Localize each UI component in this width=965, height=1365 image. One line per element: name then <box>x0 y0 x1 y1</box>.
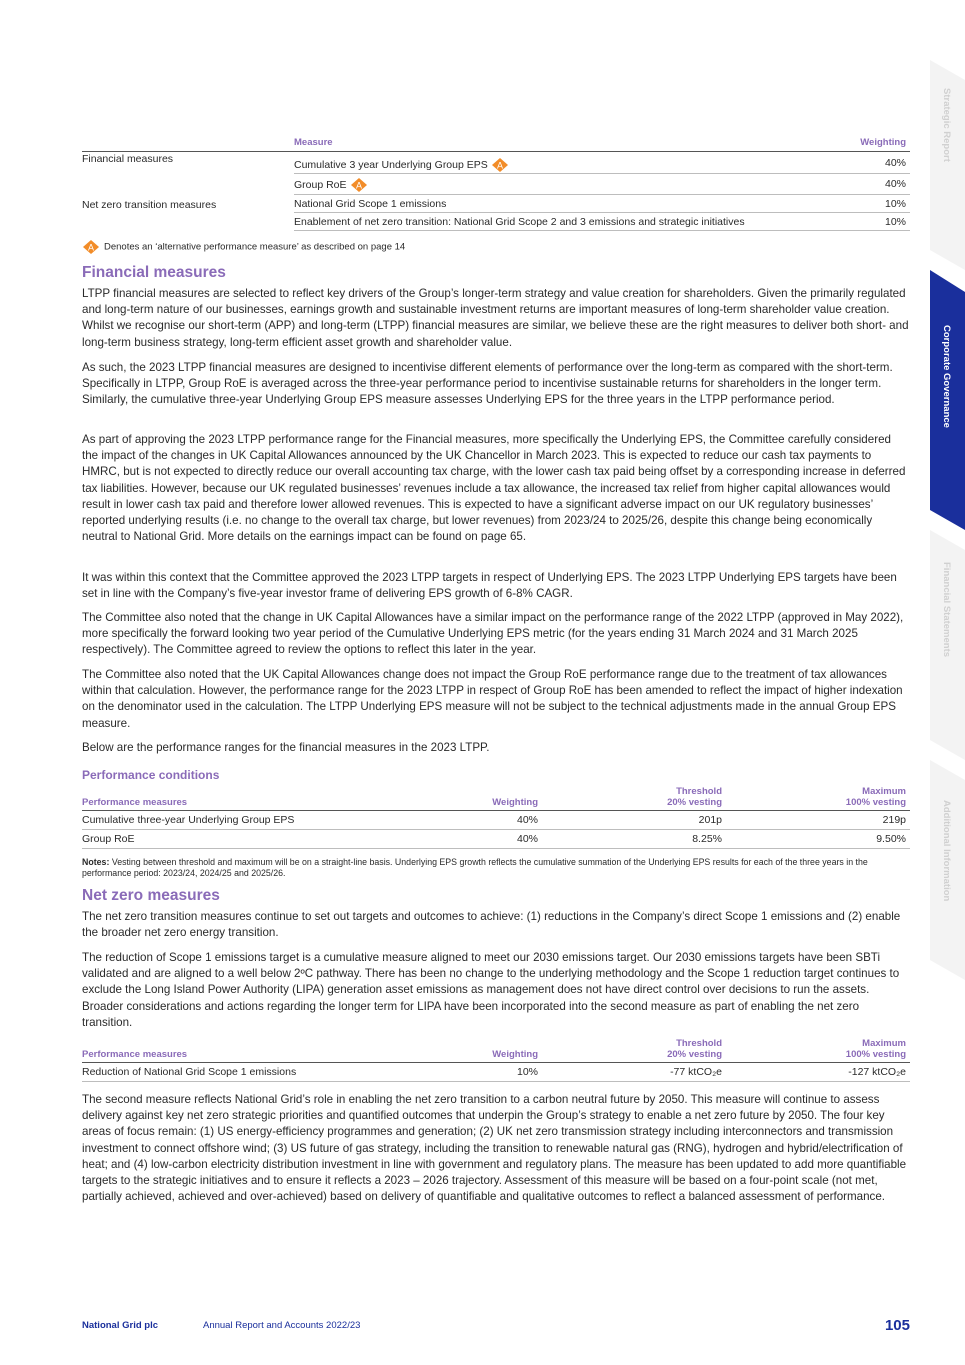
cell-weighting: 40% <box>516 833 538 845</box>
measure-roe: Group RoE A <box>294 178 367 192</box>
weighting-scope1: 10% <box>884 198 906 210</box>
cell-measure: Reduction of National Grid Scope 1 emissions <box>82 1066 297 1078</box>
table-row <box>294 152 910 174</box>
group-label-net-zero: Net zero transition measures <box>82 199 217 211</box>
cell-threshold: -77 ktCO₂e <box>670 1066 722 1078</box>
weighting-eps: 40% <box>884 157 906 169</box>
measure-enablement: Enablement of net zero transition: National Grid Scope 2 and 3 emissions and strategic initiatives <box>294 216 745 228</box>
paragraph: It was within this context that the Committee approved the 2023 LTPP targets in respect of Underlying EPS. The 2023 LTPP Underlying EPS targets have been set in line with the Company’s five-year investor frame of delivering EPS growth of 6-8% CAGR. <box>82 571 897 601</box>
group-label-financial: Financial measures <box>82 153 174 165</box>
cell-measure: Cumulative three-year Underlying Group EPS <box>82 814 295 826</box>
performance-conditions-table <box>82 786 910 849</box>
cell-weighting: 10% <box>516 1066 538 1078</box>
footer-company: National Grid plc <box>82 1320 159 1331</box>
col-header-weighting: Weighting <box>492 797 538 808</box>
cell-maximum: -127 ktCO₂e <box>848 1066 906 1078</box>
svg-text:A: A <box>87 242 95 253</box>
paragraph: The second measure reflects National Grid’s role in enabling the net zero transition to a carbon neutral future by 2050. This measure will continue to assess delivery against key net zero strategic priorities and quantified outcomes that underpin the Group’s strategy to enable a net zero future by 2050. The four key areas of focus remain: (1) US energy-efficiency programmes and generation; (2) UK net zero transmission strategy including interconnectors and transmission investment to connect offshore wind; (3) US future of gas strategy, including the transition to renewable natural gas (RNG), hydrogen and hybrid/electrification of heat; and (4) low-carbon electricity distribution investment in line with government and regulatory plans. The measure has been updated to add more quantifiable targets to the strategic initiatives and to ensure it reflects a 2023 – 2026 trajectory. Assessment of this measure will be based on a four-point scale (not met, partially achieved, achieved and over-achieved) based on delivery of quantifiable and qualitative outcomes to reflect a balanced assessment of performance. <box>82 1093 907 1204</box>
col-header-measure: Performance measures <box>82 1049 188 1060</box>
col-header-threshold: Threshold 20% vesting <box>667 786 722 808</box>
table-header-row <box>82 786 910 811</box>
cell-threshold: 201p <box>698 814 722 826</box>
table-row <box>294 212 910 231</box>
paragraph: The reduction of Scope 1 emissions target is a cumulative measure aligned to meet our 2030 emissions target. Our 2030 emissions targets have been SBTi validated and are aligned to a well below 2ºC pathway. There has been no change to the underlying methodology and the Scope 1 reduction target continues to exclude the Long Island Power Authority (LIPA) generation asset emissions as management does not have direct control over decisions to run the assets. Broader considerations and actions regarding the longer term for LIPA have been incorporated into the second measure as part of enabling the net zero transition. <box>82 951 900 1029</box>
weighting-header: Weighting <box>860 137 906 148</box>
weighting-table-header <box>82 137 910 152</box>
subheading-performance-conditions: Performance conditions <box>82 768 220 782</box>
page-number: 105 <box>884 1317 910 1334</box>
weighting-enablement: 10% <box>884 216 906 228</box>
table-row <box>294 194 910 213</box>
section-heading-financial: Financial measures <box>82 264 226 281</box>
net-zero-table <box>82 1038 910 1082</box>
section-heading-net-zero: Net zero measures <box>82 887 220 904</box>
apm-badge-icon <box>492 158 508 172</box>
table-row <box>82 1063 910 1082</box>
paragraph: As such, the 2023 LTPP financial measures are designed to incentivise different elements of performance over the long-term as compared with the short-term. Specifically in LTPP, Group RoE is averaged across the three-year performance period to incentivise sustainable returns for shareholders in the longer term. Similarly, the cumulative three-year Underlying Group EPS measure assesses Underlying EPS for the three years in the LTPP performance period. <box>82 361 893 407</box>
col-header-weighting: Weighting <box>492 1049 538 1060</box>
paragraph: Below are the performance ranges for the financial measures in the 2023 LTPP. <box>82 741 490 754</box>
measure-scope1: National Grid Scope 1 emissions <box>294 198 447 210</box>
paragraph: As part of approving the 2023 LTPP performance range for the Financial measures, more specifically the Underlying EPS, the Committee carefully considered the impact of the changes in UK Capital Allowances announced by the UK Chancellor in March 2023. This is expected to reduce our cash tax payments to HMRC, but is not expected to directly reduce our overall accounting tax charge, with the lower cash tax paid being offset by a corresponding increase in deferred tax liabilities. However, because our UK regulated businesses’ revenues include a tax allowance, the increased tax relief from higher capital allowances would result in lower cash tax paid and therefore lower allowed revenues. This is expected to have a significant adverse impact on our UK regulatory businesses’ reported underlying results (i.e. no change to the overall tax charge, but lower revenues) from 2023/24 to 2025/26, despite this change being economically neutral to National Grid. More details on the earnings impact can be found on page 65. <box>82 433 906 544</box>
side-tab-additional-information[interactable]: Additional Information <box>941 800 952 902</box>
apm-badge-icon <box>351 178 367 192</box>
measure-eps: Cumulative 3 year Underlying Group EPS A <box>294 158 508 172</box>
svg-text:A: A <box>496 160 503 171</box>
weighting-roe: 40% <box>884 178 906 190</box>
side-navigation <box>930 0 965 1365</box>
col-header-threshold: Threshold 20% vesting <box>667 1038 722 1060</box>
col-header-maximum: Maximum 100% vesting <box>845 786 906 808</box>
apm-badge-icon <box>82 240 100 254</box>
cell-weighting: 40% <box>516 814 538 826</box>
table-header-row <box>82 1038 910 1063</box>
col-header-maximum: Maximum 100% vesting <box>845 1038 906 1060</box>
paragraph: The Committee also noted that the UK Capital Allowances change does not impact the Group RoE performance range due to the treatment of tax allowances within that calculation. However, the performance range for the 2023 LTPP in respect of Group RoE has been amended to reflect the impact of higher indexation on the denominator used in the calculation. The LTPP Underlying EPS measure will not be subject to the technical adjustments made in the annual Group EPS measure. <box>82 668 903 730</box>
cell-maximum: 219p <box>882 814 906 826</box>
weighting-table <box>82 137 910 228</box>
apm-footnote: A Denotes an ‘alternative performance measure’ as described on page 14 <box>82 240 405 254</box>
footer-report-title: Annual Report and Accounts 2022/23 <box>203 1320 361 1331</box>
side-tab-strategic-report[interactable]: Strategic Report <box>941 88 952 162</box>
side-tab-financial-statements[interactable]: Financial Statements <box>941 562 952 658</box>
cell-maximum: 9.50% <box>876 833 906 845</box>
paragraph: The Committee also noted that the change in UK Capital Allowances have a similar impact on the performance range of the 2022 LTPP (approved in May 2022), more specifically the forward looking two year period of the Cumulative Underlying EPS metric (for the years ending 31 March 2024 and 31 March 2025 respectively). The Committee agreed to review the options to reflect this later in the year. <box>82 611 904 657</box>
cell-measure: Group RoE <box>82 833 135 845</box>
table-row <box>82 811 910 830</box>
measure-header: Measure <box>294 137 333 148</box>
side-tab-corporate-governance[interactable]: Corporate Governance <box>941 325 952 428</box>
svg-text:A: A <box>355 180 362 191</box>
table-row <box>294 173 910 195</box>
paragraph: The net zero transition measures continue to set out targets and outcomes to achieve: (1) reductions in the Company’s direct Scope 1 emissions and (2) enable the broader net zero energy transition. <box>82 910 901 940</box>
col-header-measure: Performance measures <box>82 797 188 808</box>
table-notes: Notes: Vesting between threshold and maximum will be on a straight-line basis. Underlying EPS growth reflects the cumulative summation of the Underlying EPS results for each of the three years in the performance period: 2023/24, 2024/25 and 2025/26. <box>82 857 868 878</box>
cell-threshold: 8.25% <box>692 833 722 845</box>
paragraph: LTPP financial measures are selected to reflect key drivers of the Group’s longer-term strategy and value creation for shareholders. Given the primarily regulated and long-term nature of our businesses, earnings growth and sustainable investment returns are important measures of long-term shareholder value creation. Whilst we recognise our short-term (APP) and long-term (LTPP) financial measures are similar, we believe these are the right measures to deliver both short- and long-term business strategy, long-term efficient asset growth and shareholder value. <box>82 287 909 349</box>
table-row <box>82 830 910 849</box>
